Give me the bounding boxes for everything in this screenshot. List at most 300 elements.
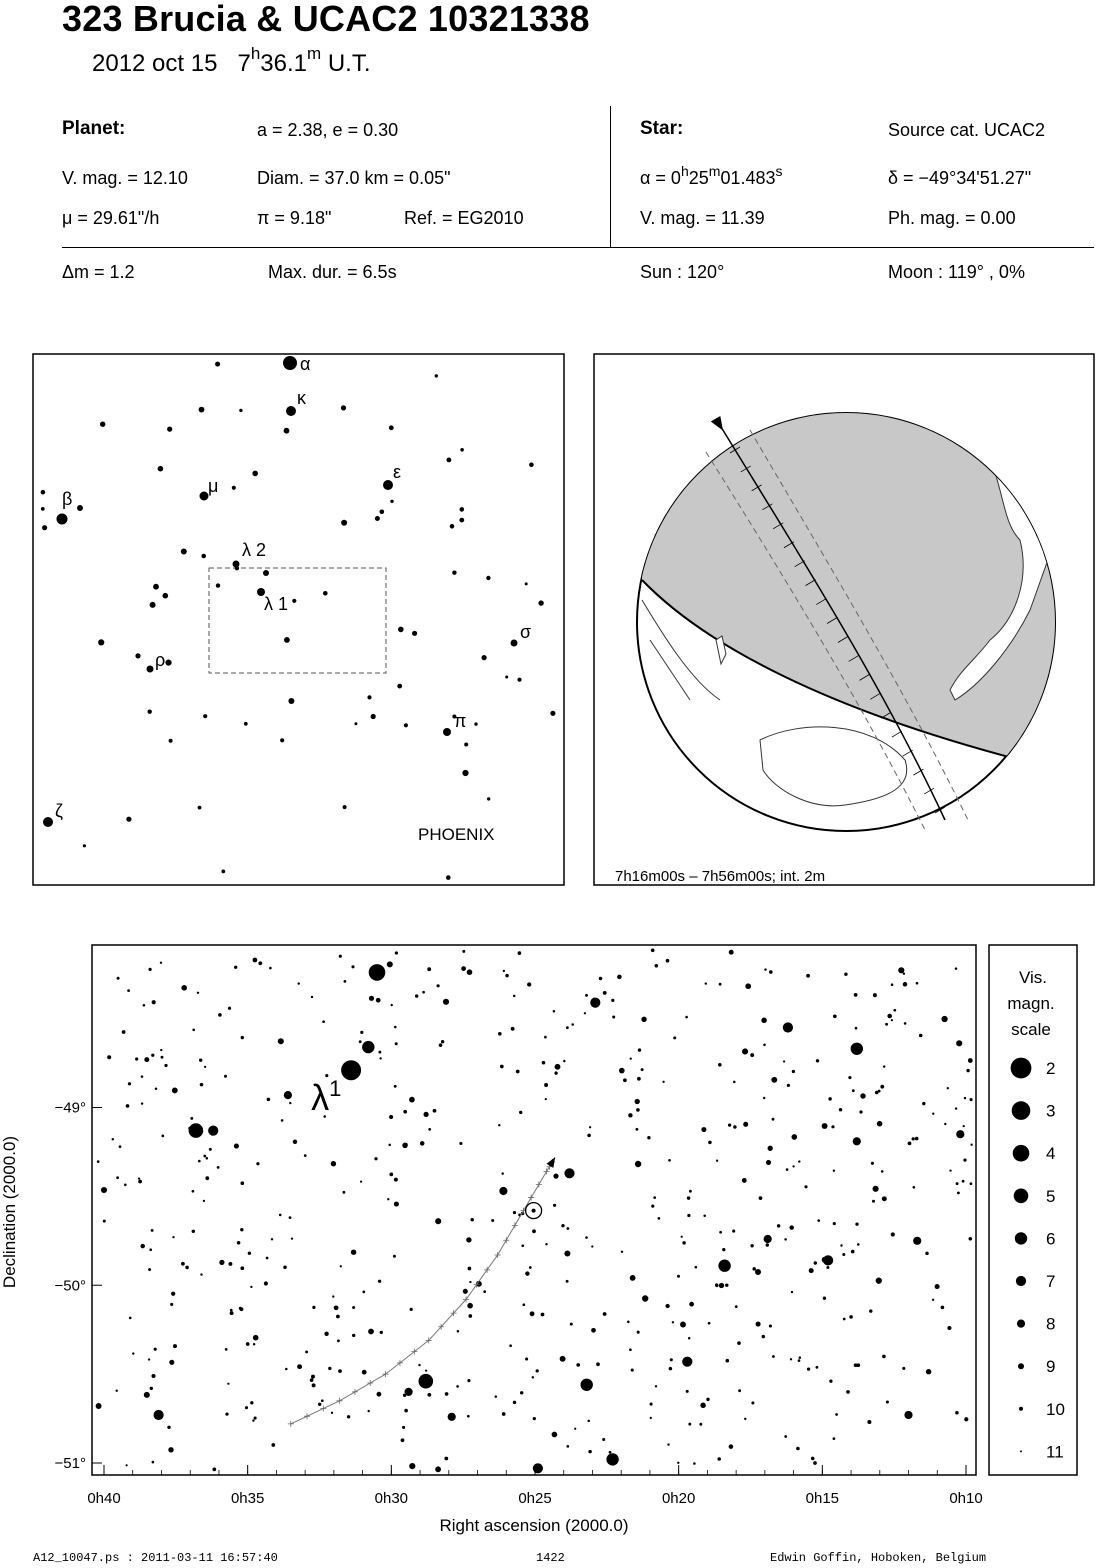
event-time-hour: 7 bbox=[237, 50, 251, 77]
field-star bbox=[541, 1313, 545, 1317]
finder-star-faint bbox=[354, 722, 357, 725]
field-star bbox=[395, 951, 398, 954]
field-star bbox=[522, 1303, 525, 1306]
field-star bbox=[253, 1343, 256, 1346]
finder-star-faint bbox=[135, 653, 140, 658]
field-star bbox=[125, 1464, 127, 1466]
field-star bbox=[891, 983, 894, 986]
occulted-star bbox=[532, 1209, 536, 1213]
finder-star-faint bbox=[199, 407, 205, 413]
field-star bbox=[423, 1112, 428, 1117]
field-star bbox=[151, 1229, 154, 1232]
field-star bbox=[742, 1048, 748, 1054]
field-star bbox=[743, 1122, 748, 1127]
field-star bbox=[609, 1451, 612, 1454]
field-star bbox=[190, 1117, 193, 1120]
field-star bbox=[585, 1236, 588, 1239]
field-star bbox=[374, 1157, 377, 1160]
field-star bbox=[687, 1196, 690, 1199]
field-star bbox=[513, 1211, 516, 1214]
field-star bbox=[470, 1218, 473, 1221]
label-pi: π bbox=[454, 711, 467, 731]
finder-star-faint bbox=[460, 507, 465, 512]
field-star bbox=[377, 1392, 382, 1397]
field-star bbox=[638, 1048, 641, 1051]
field-star bbox=[630, 1057, 632, 1059]
field-star bbox=[483, 1290, 486, 1293]
finder-star-faint bbox=[446, 875, 451, 880]
field-star bbox=[513, 995, 516, 998]
field-star bbox=[677, 1275, 680, 1278]
y-axis-label: Declination (2000.0) bbox=[0, 1135, 19, 1289]
field-star bbox=[955, 967, 958, 970]
field-star bbox=[766, 1243, 769, 1246]
field-star bbox=[963, 1158, 966, 1161]
legend-title-2: magn. bbox=[1007, 994, 1055, 1013]
finder-star-faint bbox=[375, 516, 380, 521]
path-tick bbox=[288, 1421, 294, 1427]
field-star bbox=[949, 1169, 951, 1171]
field-star bbox=[854, 993, 858, 997]
field-star bbox=[798, 1359, 801, 1362]
field-star bbox=[347, 1415, 350, 1418]
legend-mag-label: 6 bbox=[1046, 1229, 1056, 1249]
planet-parallax: π = 9.18" bbox=[257, 208, 332, 228]
catalog-star bbox=[362, 1041, 374, 1053]
field-star bbox=[427, 967, 431, 971]
field-star bbox=[393, 1255, 396, 1258]
finder-star-faint bbox=[517, 678, 521, 682]
field-star bbox=[258, 961, 262, 965]
field-star bbox=[126, 1104, 130, 1108]
lambda1-label bbox=[311, 1076, 341, 1118]
footer-page: 1422 bbox=[536, 1551, 565, 1565]
lambda1-star bbox=[341, 1060, 361, 1080]
field-star bbox=[666, 959, 670, 963]
field-star bbox=[297, 1364, 302, 1369]
field-star bbox=[735, 1305, 738, 1308]
field-star bbox=[732, 1230, 735, 1233]
field-star bbox=[203, 1155, 206, 1158]
hour-unit: h bbox=[250, 44, 261, 63]
field-star bbox=[647, 1136, 650, 1139]
field-star bbox=[807, 1367, 810, 1370]
legend-mag-label: 10 bbox=[1046, 1399, 1065, 1419]
asteroid-path-arrow bbox=[547, 1157, 556, 1168]
catalog-star bbox=[581, 1379, 593, 1391]
field-star bbox=[379, 1057, 381, 1059]
field-star bbox=[324, 1332, 328, 1336]
field-star bbox=[456, 1385, 459, 1388]
label-beta: β bbox=[62, 489, 73, 509]
field-star bbox=[532, 1229, 536, 1233]
field-star bbox=[763, 1097, 765, 1099]
field-star bbox=[237, 1241, 241, 1245]
finder-star bbox=[263, 570, 269, 576]
field-star bbox=[852, 1089, 855, 1092]
field-star bbox=[922, 1102, 925, 1105]
field-star bbox=[160, 1049, 162, 1051]
field-star bbox=[401, 1438, 405, 1442]
field-star bbox=[352, 1306, 355, 1309]
field-star bbox=[331, 1161, 336, 1166]
field-star bbox=[941, 1016, 947, 1022]
field-star bbox=[241, 1036, 244, 1039]
finder-star bbox=[286, 406, 296, 416]
field-star bbox=[655, 964, 659, 968]
finder-star bbox=[43, 817, 53, 827]
lambda-glyph: λ bbox=[311, 1077, 330, 1119]
path-tick bbox=[528, 1195, 534, 1201]
field-star bbox=[468, 1267, 472, 1271]
field-star bbox=[602, 1438, 605, 1441]
field-star bbox=[312, 1306, 315, 1309]
field-star bbox=[520, 1391, 523, 1394]
field-star bbox=[291, 1237, 293, 1239]
field-star bbox=[337, 1339, 340, 1342]
field-star bbox=[833, 1222, 836, 1225]
legend-dot bbox=[1015, 1232, 1027, 1244]
field-star bbox=[956, 1040, 962, 1046]
x-tick-label: 0h30 bbox=[374, 1490, 409, 1507]
finder-star-faint bbox=[435, 374, 438, 377]
field-star bbox=[387, 961, 393, 967]
field-star bbox=[637, 1077, 641, 1081]
field-star bbox=[218, 1013, 222, 1017]
field-star bbox=[552, 1432, 558, 1438]
field-star bbox=[706, 1398, 709, 1401]
field-star bbox=[498, 1032, 502, 1036]
field-star bbox=[267, 1098, 271, 1102]
field-star bbox=[772, 1118, 775, 1121]
field-star bbox=[789, 1225, 793, 1229]
field-star bbox=[560, 1356, 566, 1362]
finder-star-faint bbox=[280, 738, 284, 742]
field-star bbox=[544, 1036, 547, 1039]
field-star bbox=[230, 1309, 233, 1312]
field-star bbox=[823, 1297, 826, 1300]
field-star bbox=[655, 1385, 657, 1387]
field-star bbox=[777, 1224, 780, 1227]
field-star bbox=[311, 996, 313, 998]
catalog-star bbox=[851, 1043, 863, 1055]
field-star bbox=[955, 1107, 957, 1109]
field-star bbox=[394, 1178, 398, 1182]
field-star bbox=[689, 1302, 694, 1307]
field-star bbox=[359, 1040, 362, 1043]
finder-star-faint bbox=[215, 362, 220, 367]
field-star bbox=[289, 1102, 291, 1104]
field-star bbox=[103, 1220, 106, 1223]
field-star bbox=[420, 1141, 425, 1146]
field-star bbox=[688, 1423, 691, 1426]
label-lambda2: λ 2 bbox=[242, 540, 267, 560]
catalog-star bbox=[853, 1137, 861, 1145]
field-star bbox=[650, 1417, 652, 1419]
field-star bbox=[234, 966, 237, 969]
constellation-name: PHOENIX bbox=[418, 825, 495, 844]
field-star bbox=[362, 1291, 365, 1294]
field-star bbox=[719, 983, 722, 986]
field-star bbox=[466, 1237, 471, 1242]
field-star bbox=[435, 1218, 441, 1224]
field-star bbox=[596, 1362, 600, 1366]
field-star bbox=[138, 1177, 140, 1179]
field-star bbox=[271, 1443, 275, 1447]
field-star bbox=[502, 1412, 506, 1416]
field-star bbox=[571, 1023, 574, 1026]
field-star bbox=[768, 1146, 773, 1151]
finder-star-faint bbox=[464, 743, 468, 747]
label-mu: μ bbox=[208, 476, 219, 496]
legend-items bbox=[1011, 1058, 1065, 1462]
field-star bbox=[670, 1358, 673, 1361]
x-tick-label: 0h15 bbox=[805, 1490, 840, 1507]
finder-star-faint bbox=[452, 571, 456, 575]
field-star bbox=[391, 1004, 393, 1006]
finder-frame bbox=[33, 354, 564, 885]
catalog-star bbox=[718, 1260, 730, 1272]
field-star bbox=[835, 1413, 838, 1416]
field-star bbox=[495, 1395, 497, 1397]
field-star bbox=[856, 1363, 860, 1367]
field-star bbox=[875, 1091, 879, 1095]
field-star bbox=[501, 1172, 503, 1174]
field-star bbox=[737, 1341, 741, 1345]
legend-mag-label: 9 bbox=[1046, 1357, 1056, 1377]
field-star bbox=[437, 984, 440, 987]
finder-star-faint bbox=[150, 602, 156, 608]
field-star bbox=[200, 1273, 202, 1275]
planet-vmag: V. mag. = 12.10 bbox=[62, 168, 188, 188]
x-tick-label: 0h10 bbox=[949, 1490, 983, 1507]
field-star bbox=[154, 1348, 157, 1351]
field-star bbox=[289, 1216, 292, 1219]
field-star bbox=[769, 1324, 772, 1327]
planet-diam: Diam. = 37.0 km = 0.05" bbox=[257, 168, 451, 188]
finder-star-faint bbox=[525, 582, 528, 585]
field-star bbox=[150, 1387, 153, 1390]
field-star bbox=[677, 1462, 679, 1464]
field-star bbox=[389, 1173, 393, 1177]
field-star bbox=[394, 1026, 397, 1029]
legend-mag-label: 4 bbox=[1046, 1144, 1056, 1164]
field-star bbox=[564, 1250, 570, 1256]
field-star bbox=[368, 1410, 370, 1412]
field-star bbox=[589, 1126, 591, 1128]
field-star bbox=[849, 1315, 853, 1319]
field-star bbox=[212, 1468, 216, 1472]
field-star bbox=[525, 1357, 528, 1360]
catalog-star bbox=[448, 1413, 456, 1421]
field-star bbox=[505, 974, 509, 978]
field-star bbox=[611, 999, 614, 1002]
event-time-min: 36.1 bbox=[260, 50, 307, 77]
field-star bbox=[264, 1281, 268, 1285]
field-star bbox=[152, 1000, 156, 1004]
field-star bbox=[441, 1040, 444, 1043]
finder-star-faint bbox=[390, 500, 393, 503]
y-tick-label: −51° bbox=[54, 1455, 86, 1472]
finder-star-faint bbox=[158, 466, 164, 472]
field-star bbox=[545, 1243, 547, 1245]
field-star bbox=[669, 1367, 673, 1371]
field-star bbox=[764, 968, 766, 970]
finder-star-faint bbox=[389, 425, 394, 430]
field-star bbox=[172, 1236, 174, 1238]
field-star bbox=[641, 1068, 644, 1071]
field-star bbox=[516, 1070, 520, 1074]
field-star bbox=[278, 1038, 284, 1044]
field-star bbox=[766, 1160, 771, 1165]
field-star bbox=[873, 1186, 879, 1192]
field-star bbox=[726, 1359, 730, 1363]
field-star bbox=[756, 1322, 761, 1327]
field-star bbox=[246, 1342, 250, 1346]
field-star bbox=[250, 1286, 252, 1288]
detail-area-box bbox=[209, 568, 386, 673]
field-star bbox=[206, 1157, 209, 1160]
field-star bbox=[915, 1137, 919, 1141]
field-star bbox=[360, 1031, 363, 1034]
field-star bbox=[462, 950, 465, 953]
finder-star-faint bbox=[404, 723, 408, 727]
path-tick bbox=[367, 1380, 373, 1386]
path-tick bbox=[320, 1405, 326, 1411]
field-star bbox=[650, 1403, 653, 1406]
field-star bbox=[685, 1016, 688, 1019]
field-star bbox=[964, 1097, 966, 1099]
field-star bbox=[873, 993, 877, 997]
field-star bbox=[457, 1330, 460, 1333]
field-star bbox=[665, 1304, 669, 1308]
field-star bbox=[132, 1352, 134, 1354]
time-range: 7h16m00s – 7h56m00s; int. 2m bbox=[615, 868, 826, 885]
field-star bbox=[192, 1230, 195, 1233]
field-star bbox=[151, 1054, 154, 1057]
field-star bbox=[394, 1085, 397, 1088]
field-star bbox=[561, 1224, 564, 1227]
field-star bbox=[876, 1278, 882, 1284]
event-date: 2012 oct 15 bbox=[92, 50, 218, 77]
field-star bbox=[619, 1068, 625, 1074]
legend-mag-label: 2 bbox=[1046, 1059, 1056, 1078]
field-star bbox=[553, 1010, 556, 1013]
field-star bbox=[826, 1266, 829, 1269]
field-star bbox=[389, 1115, 393, 1119]
finder-star bbox=[147, 666, 154, 673]
alpha-min: 25 bbox=[688, 168, 709, 188]
field-star bbox=[717, 1457, 721, 1461]
field-star bbox=[642, 1295, 648, 1301]
finder-star-faint bbox=[201, 554, 206, 559]
field-star bbox=[566, 1280, 569, 1283]
field-star bbox=[947, 1087, 949, 1089]
catalog-star bbox=[533, 1463, 543, 1473]
catalog-star bbox=[904, 1411, 912, 1419]
field-star bbox=[877, 1121, 883, 1127]
x-tick-label: 0h25 bbox=[518, 1490, 552, 1507]
field-star bbox=[402, 1426, 405, 1429]
detail-chart bbox=[0, 945, 983, 1535]
finder-star-faint bbox=[232, 486, 236, 490]
field-star bbox=[705, 982, 707, 984]
finder-star-faint bbox=[41, 490, 46, 495]
detail-bright-stars bbox=[154, 964, 965, 1473]
field-star bbox=[769, 970, 773, 974]
legend-mag-label: 3 bbox=[1046, 1101, 1056, 1121]
field-star bbox=[469, 1281, 471, 1283]
finder-star-faint bbox=[252, 471, 258, 477]
catalog-star bbox=[764, 1235, 772, 1243]
field-star bbox=[199, 1059, 202, 1062]
field-star bbox=[916, 982, 919, 985]
legend-dot bbox=[1011, 1058, 1032, 1079]
field-star bbox=[152, 1461, 155, 1464]
field-star bbox=[742, 1178, 747, 1183]
field-star bbox=[566, 1445, 569, 1448]
alpha-prefix: α = 0 bbox=[640, 168, 681, 188]
field-star bbox=[116, 1390, 118, 1392]
field-star bbox=[851, 1250, 855, 1254]
field-star bbox=[603, 1312, 607, 1316]
catalog-star bbox=[419, 1374, 434, 1389]
field-star bbox=[667, 1443, 669, 1445]
finder-star-faint bbox=[83, 844, 86, 847]
field-star bbox=[885, 1023, 888, 1026]
legend-dot bbox=[1020, 1450, 1022, 1452]
field-star bbox=[700, 1403, 706, 1409]
legend-dot bbox=[1019, 1407, 1023, 1411]
field-star bbox=[759, 1196, 763, 1200]
field-star bbox=[840, 1244, 842, 1246]
field-star bbox=[784, 1435, 787, 1438]
finder-star-faint bbox=[148, 710, 152, 714]
field-star bbox=[966, 1069, 969, 1072]
field-star bbox=[956, 1182, 959, 1185]
field-star bbox=[336, 1315, 340, 1319]
field-star bbox=[310, 1378, 314, 1382]
field-star bbox=[627, 1321, 630, 1324]
catalog-star bbox=[369, 964, 386, 981]
field-star bbox=[443, 999, 449, 1005]
legend-dot bbox=[1013, 1145, 1030, 1162]
field-star bbox=[328, 1367, 331, 1370]
field-star bbox=[331, 1412, 333, 1414]
finder-star bbox=[57, 514, 68, 525]
field-star bbox=[772, 1355, 775, 1358]
catalog-star bbox=[208, 1126, 218, 1136]
field-star bbox=[351, 1249, 356, 1254]
field-star bbox=[378, 1280, 381, 1283]
field-star bbox=[762, 1335, 765, 1338]
field-star bbox=[342, 1191, 345, 1194]
y-tick-label: −50° bbox=[54, 1277, 86, 1295]
field-star bbox=[603, 991, 607, 995]
field-star bbox=[783, 1060, 785, 1062]
field-star bbox=[135, 1057, 138, 1060]
field-star bbox=[428, 1128, 431, 1131]
field-star bbox=[461, 966, 466, 971]
field-star bbox=[932, 1299, 934, 1301]
finder-stars bbox=[41, 356, 556, 880]
label-sigma: σ bbox=[520, 622, 532, 642]
field-star bbox=[804, 1185, 807, 1188]
finder-star-faint bbox=[167, 427, 172, 432]
field-star bbox=[513, 1401, 516, 1404]
field-star bbox=[718, 1063, 722, 1067]
path-tick bbox=[503, 1237, 509, 1243]
